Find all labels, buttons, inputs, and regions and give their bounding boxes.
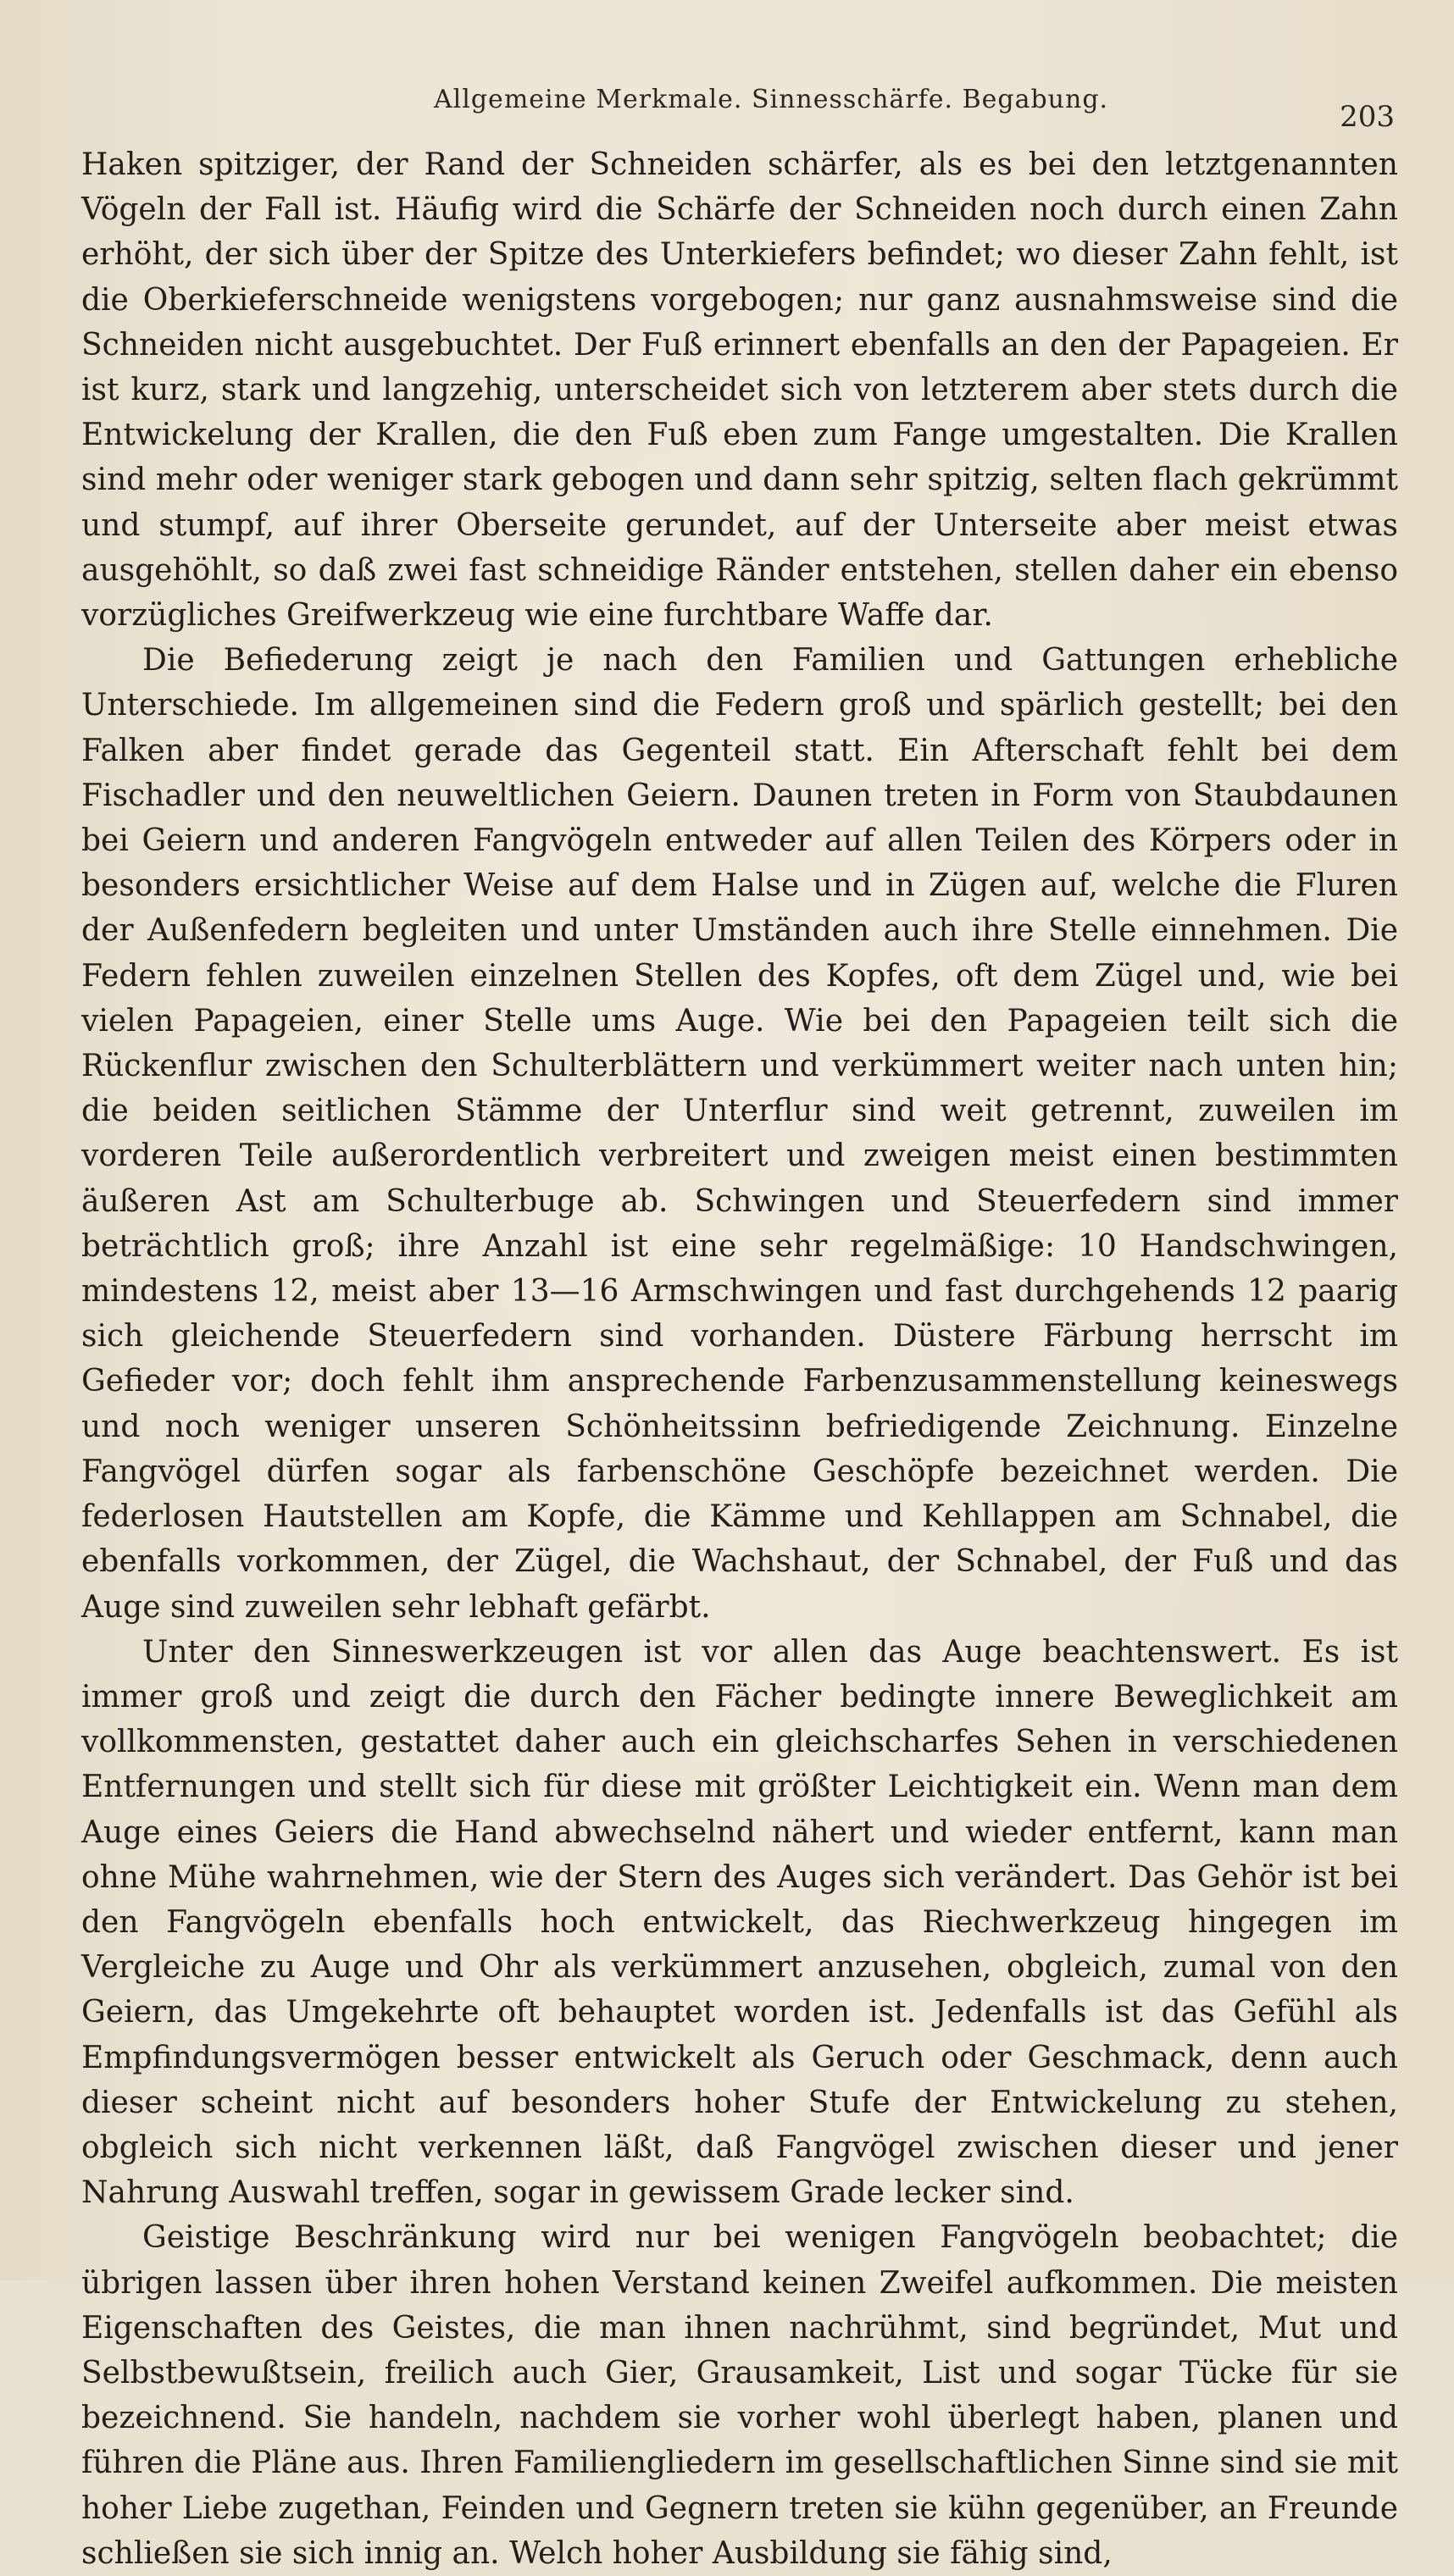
paragraph: Haken spitziger, der Rand der Schneiden schärfer, als es bei den letztgenannten Vögeln der Fall ist. Häufig wird die Schärfe der Schneiden noch durch einen Zahn erhöht, der sich über der Spitze des Unterkiefers befindet; wo dieser Zahn fehlt, ist die Oberkieferschneide wenigstens vorgebogen; nur ganz ausnahmsweise sind die Schneiden nicht ausgebuchtet. Der Fuß erinnert ebenfalls an den der Papageien. Er ist kurz, stark und langzehig, unterscheidet sich von letzterem aber stets durch die Entwickelung der Krallen, die den Fuß eben zum Fange umgestalten. Die Krallen sind mehr oder weniger stark gebogen und dann sehr spitzig, selten flach gekrümmt und stumpf, auf ihrer Oberseite gerundet, auf der Unterseite aber meist etwas ausgehöhlt, so daß zwei fast schneidige Ränder entstehen, stellen daher ein ebenso vorzügliches Greifwerkzeug wie eine furchtbare Waffe dar. <box>81 147 1398 634</box>
paragraph: Die Befiederung zeigt je nach den Familien und Gattungen erhebliche Unterschiede. Im allgemeinen sind die Federn groß und spärlich gestellt; bei den Falken aber findet gerade das Gegenteil statt. Ein Afterschaft fehlt bei dem Fischadler und den neuweltlichen Geiern. Daunen treten in Form von Staubdaunen bei Geiern und anderen Fangvögeln entweder auf allen Teilen des Körpers oder in besonders ersichtlicher Weise auf dem Halse und in Zügen auf, welche die Fluren der Außenfedern begleiten und unter Umständen auch ihre Stelle einnehmen. Die Federn fehlen zuweilen einzelnen Stellen des Kopfes, oft dem Zügel und, wie bei vielen Papageien, einer Stelle ums Auge. Wie bei den Papageien teilt sich die Rückenflur zwischen den Schulterblättern und verkümmert weiter nach unten hin; die beiden seitlichen Stämme der Unterflur sind weit getrennt, zuweilen im vorderen Teile außerordentlich verbreitert und zweigen meist einen bestimmten äußeren Ast am Schulterbuge ab. Schwingen und Steuerfedern sind immer beträchtlich groß; ihre Anzahl ist eine sehr regelmäßige: 10 Handschwingen, mindestens 12, meist aber 13—16 Armschwingen und fast durchgehends 12 paarig sich gleichende Steuerfedern sind vorhanden. Düstere Färbung herrscht im Gefieder vor; doch fehlt ihm ansprechende Farbenzusammenstellung keineswegs und noch weniger unseren Schönheitssinn befriedigende Zeichnung. Einzelne Fangvögel dürfen sogar als farbenschöne Geschöpfe bezeichnet werden. Die federlosen Hautstellen am Kopfe, die Kämme und Kehllappen am Schnabel, die ebenfalls vorkommen, der Zügel, die Wachshaut, der Schnabel, der Fuß und das Auge sind zuweilen sehr lebhaft gefärbt. <box>81 643 1398 1625</box>
running-head: Allgemeine Merkmale. Sinnesschärfe. Begabung. <box>434 85 1109 114</box>
body-text <box>81 142 1399 2571</box>
paragraph: Geistige Beschränkung wird nur bei wenigen Fangvögeln beobachtet; die übrigen lassen über ihren hohen Verstand keinen Zweifel aufkommen. Die meisten Eigenschaften des Geistes, die man ihnen nachrühmt, sind begründet, Mut und Selbstbewußtsein, freilich auch Gier, Grausamkeit, List und sogar Tücke für sie bezeichnend. Sie handeln, nachdem sie vorher wohl überlegt haben, planen und führen die Pläne aus. Ihren Familiengliedern im gesellschaftlichen Sinne sind sie mit hoher Liebe zugethan, Feinden und Gegnern treten sie kühn gegenüber, an Freunde schließen sie sich innig an. Welch hoher Ausbildung sie fähig sind, <box>81 2220 1399 2571</box>
page-number: 203 <box>1340 100 1395 134</box>
paragraph: Unter den Sinneswerkzeugen ist vor allen das Auge beachtenswert. Es ist immer groß und zeigt die durch den Fächer bedingte innere Beweglichkeit am vollkommensten, gestattet daher auch ein gleichscharfes Sehen in verschiedenen Entfernungen und stellt sich für diese mit größter Leichtigkeit ein. Wenn man dem Auge eines Geiers die Hand abwechselnd nähert und wieder entfernt, kann man ohne Mühe wahrnehmen, wie der Stern des Auges sich verändert. Das Gehör ist bei den Fangvögeln ebenfalls hoch entwickelt, das Riechwerkzeug hingegen im Vergleiche zu Auge und Ohr als verkümmert anzusehen, obgleich, zumal von den Geiern, das Umgekehrte oft behauptet worden ist. Jedenfalls ist das Gefühl als Empfindungsvermögen besser entwickelt als Geruch oder Geschmack, denn auch dieser scheint nicht auf besonders hoher Stufe der Entwickelung zu stehen, obgleich sich nicht verkennen läßt, daß Fangvögel zwischen dieser und jener Nahrung Auswahl treffen, sogar in gewissem Grade lecker sind. <box>81 1634 1398 2211</box>
